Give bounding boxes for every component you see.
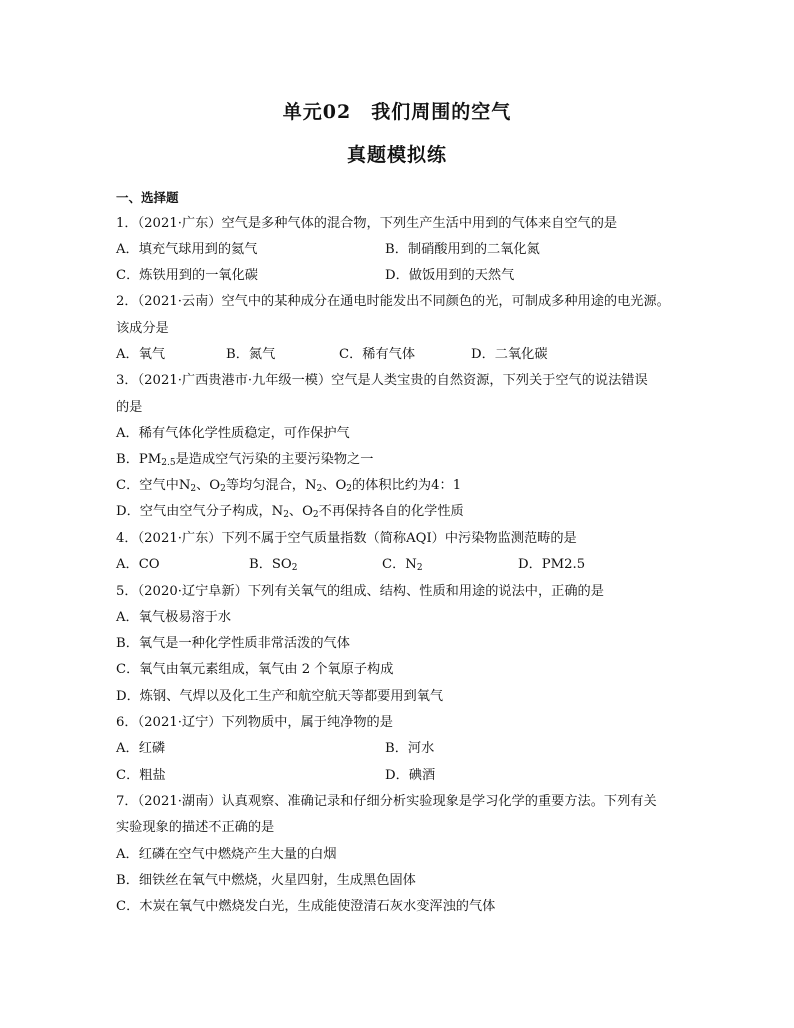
question-5-option-d: D．炼钢、气焊以及化工生产和航空航天等都要用到氧气 xyxy=(116,689,444,704)
question-6-option-a: A．红磷 xyxy=(116,741,166,756)
question-2-options xyxy=(116,346,548,364)
question-6-option-b: B．河水 xyxy=(385,741,435,756)
question-3-option-a: A．稀有气体化学性质稳定，可作保护气 xyxy=(116,426,350,441)
question-4-option-b: B．$SO_2$ xyxy=(249,557,298,573)
question-7-stem: 7．（2021·湖南）认真观察、准确记录和仔细分析实验现象是学习化学的重要方法。下列有关 xyxy=(116,794,657,809)
practice-subtitle: 真题模拟练 xyxy=(346,144,447,166)
section-heading: 一、选择题 xyxy=(116,190,179,205)
question-7-option-a: A．红磷在空气中燃烧产生大量的白烟 xyxy=(116,847,337,862)
question-6-stem: 6．（2021·辽宁）下列物质中，属于纯净物的是 xyxy=(116,715,393,730)
question-4-stem: 4．（2021·广东）下列不属于空气质量指数（简称AQI）中污染物监测范畴的是 xyxy=(116,531,577,546)
question-1-options xyxy=(116,241,540,259)
question-4-option-d: D．PM2.5 xyxy=(518,557,586,572)
question-2-option-c: C．稀有气体 xyxy=(339,347,416,362)
question-4-options xyxy=(116,556,586,574)
question-2-option-d: D．二氧化碳 xyxy=(471,347,548,362)
question-5-option-b: B．氧气是一种化学性质非常活泼的气体 xyxy=(116,636,350,651)
question-3-stem: 3．（2021·广西贵港市·九年级一模）空气是人类宝贵的自然资源，下列关于空气的说法错误 xyxy=(116,373,648,388)
question-2-option-a: A．氧气 xyxy=(116,347,166,362)
question-1-option-b: B．制硝酸用到的二氧化氮 xyxy=(385,242,540,257)
question-5-option-c: C．氧气由氧元素组成，氧气由 2 个氧原子构成 xyxy=(116,662,394,677)
question-4-option-c: C．$N_2$ xyxy=(382,557,423,573)
question-5-option-a: A．氧气极易溶于水 xyxy=(116,610,232,625)
question-1-option-d: D．做饭用到的天然气 xyxy=(385,268,515,283)
unit-title: 单元02 我们周围的空气 xyxy=(282,101,512,123)
question-2-stem-cont: 该成分是 xyxy=(116,321,169,336)
question-1-option-a: A．填充气球用到的氦气 xyxy=(116,242,258,257)
question-1-option-c: C．炼铁用到的一氧化碳 xyxy=(116,268,258,283)
question-6-option-d: D．碘酒 xyxy=(385,768,436,783)
question-7-option-c: C．木炭在氧气中燃烧发白光，生成能使澄清石灰水变浑浊的气体 xyxy=(116,899,496,914)
question-1-options-row2 xyxy=(116,267,515,285)
question-7-stem-cont: 实验现象的描述不正确的是 xyxy=(116,820,275,835)
question-3-stem-cont: 的是 xyxy=(116,400,143,415)
question-7-option-b: B．细铁丝在氧气中燃烧，火星四射，生成黑色固体 xyxy=(116,873,416,888)
question-2-option-b: B．氮气 xyxy=(226,347,276,362)
question-3-option-d: D．空气由空气分子构成，$N_2$、$O_2$不再保持各自的化学性质 xyxy=(116,504,464,520)
question-6-option-c: C．粗盐 xyxy=(116,768,166,783)
question-5-stem: 5．（2020·辽宁阜新）下列有关氧气的组成、结构、性质和用途的说法中，正确的是 xyxy=(116,584,604,599)
question-3-option-b: B．$PM_{2.5}$是造成空气污染的主要污染物之一 xyxy=(116,452,374,468)
question-4-option-a: A．CO xyxy=(116,557,160,572)
question-6-options-row2 xyxy=(116,767,436,785)
question-1-stem: 1．（2021·广东）空气是多种气体的混合物，下列生产生活中用到的气体来自空气的是 xyxy=(116,216,618,231)
question-6-options xyxy=(116,740,435,758)
question-2-stem: 2．（2021·云南）空气中的某种成分在通电时能发出不同颜色的光，可制成多种用途的电光源。 xyxy=(116,294,670,309)
question-3-option-c: C．空气中$N_2$、$O_2$等均匀混合，$N_2$、$O_2$的体积比约为4：1 xyxy=(116,478,462,494)
